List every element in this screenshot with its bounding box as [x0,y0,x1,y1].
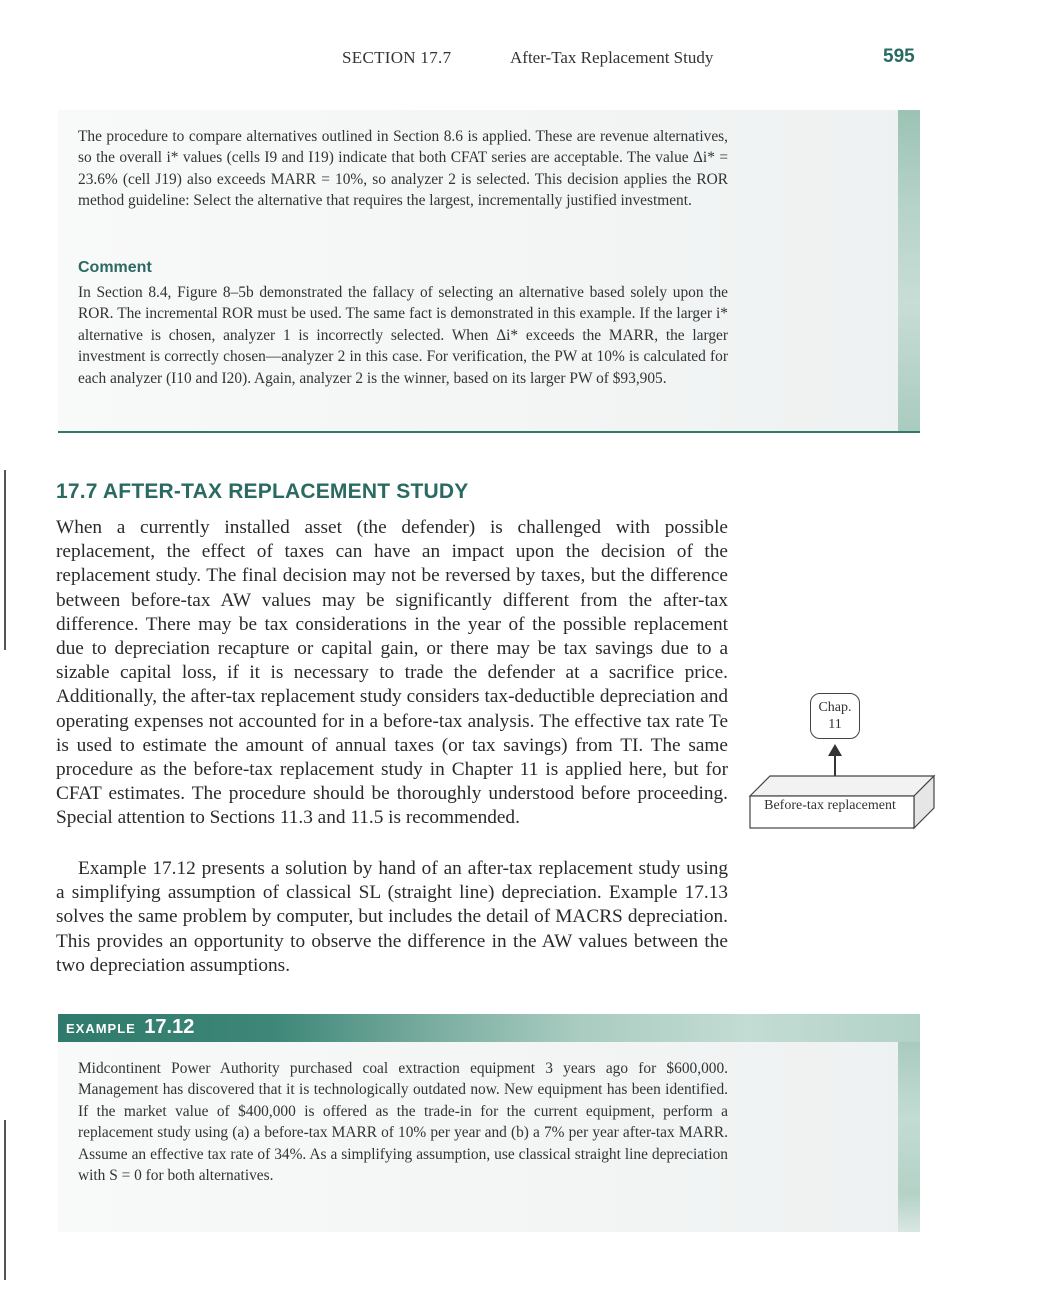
example-label [66,1016,194,1039]
chapter-number: 11 [828,717,842,732]
page-edge-mark [4,1120,6,1280]
solution-paragraph: The procedure to compare alternatives outlined in Section 8.6 is applied. These are revenue alternatives, so the overall i* values (cells I9 and I19) indicate that both CFAT series are acceptable. The value Δi* = 23.6% (cell J19) also exceeds MARR = 10%, so analyzer 2 is selected. This decision applies the ROR method guideline: Select the alternative that requires the largest, incrementally justified investment. [78,128,728,210]
before-tax-replacement-label: Before-tax replacement [764,798,896,813]
example-number: 17.12 [144,1016,195,1038]
chapter-reference-tag [810,693,860,739]
section-heading: 17.7 AFTER-TAX REPLACEMENT STUDY [56,480,469,503]
section-paragraph-2: Example 17.12 presents a solution by hand of an after-tax replacement study using a simplifying assumption of classical SL (straight line) depreciation. Example 17.13 solves the same problem by computer, but includes the detail of MACRS depreciation. This provides an opportunity to observe the difference in the AW values between the two depreciation assumptions. [56,858,728,976]
example-paragraph: Midcontinent Power Authority purchased coal extraction equipment 3 years ago for $600,000. Management has discovered that it is technologically outdated now. New equipment has been identified. If the market value of $400,000 is offered as the trade-in for the current equipment, perform a replacement study using (a) a before-tax MARR of 10% per year and (b) a 7% per year after-tax MARR. Assume an effective tax rate of 34%. As a simplifying assumption, use classical straight line depreciation with S = 0 for both alternatives. [78,1060,728,1185]
chapter-label: Chap. [818,700,852,715]
page-number: 595 [883,46,915,67]
decorative-side-bar-bottom [898,1042,920,1232]
decorative-side-bar [898,110,920,432]
section-paragraph-1: When a currently installed asset (the defender) is challenged with possible replacement, the effect of taxes can have an impact upon the decision of the replacement study. The final decision may not be reversed by taxes, but the difference between before-tax AW values may be significantly different from the after-tax difference. There may be tax considerations in the year of the possible replacement due to depreciation recapture or capital gain, or there may be tax savings due to a sizable capital loss, if it is necessary to trade the defender at a sacrifice price. Additionally, the after-tax replacement study considers tax-deductible depreciation and operating expenses not accounted for in a before-tax analysis. The effective tax rate Te is used to estimate the amount of annual taxes (or tax savings) from TI. The same procedure as the before-tax replacement study in Chapter 11 is applied here, but for CFAT estimates. The procedure should be thoroughly understood before proceeding. Special attention to Sections 11.3 and 11.5 is recommended. [56,517,728,829]
page-edge-mark [4,470,6,650]
comment-heading: Comment [78,259,152,276]
comment-paragraph: In Section 8.4, Figure 8–5b demonstrated the fallacy of selecting an alternative based solely upon the ROR. The incremental ROR must be used. The same fact is demonstrated in this example. If the larger i* alternative is chosen, analyzer 1 is incorrectly selected. When Δi* exceeds the MARR, the larger investment is correctly chosen—analyzer 2 in this case. For verification, the PW at 10% is calculated for each analyzer (I10 and I20). Again, analyzer 2 is the winner, based on its larger PW of $93,905. [78,284,728,387]
header-running-title: After-Tax Replacement Study [510,48,714,67]
page-header [0,48,1046,72]
header-section-label: SECTION 17.7 [342,48,452,67]
box-bottom-rule [58,431,920,433]
example-word: EXAMPLE [66,1021,136,1036]
